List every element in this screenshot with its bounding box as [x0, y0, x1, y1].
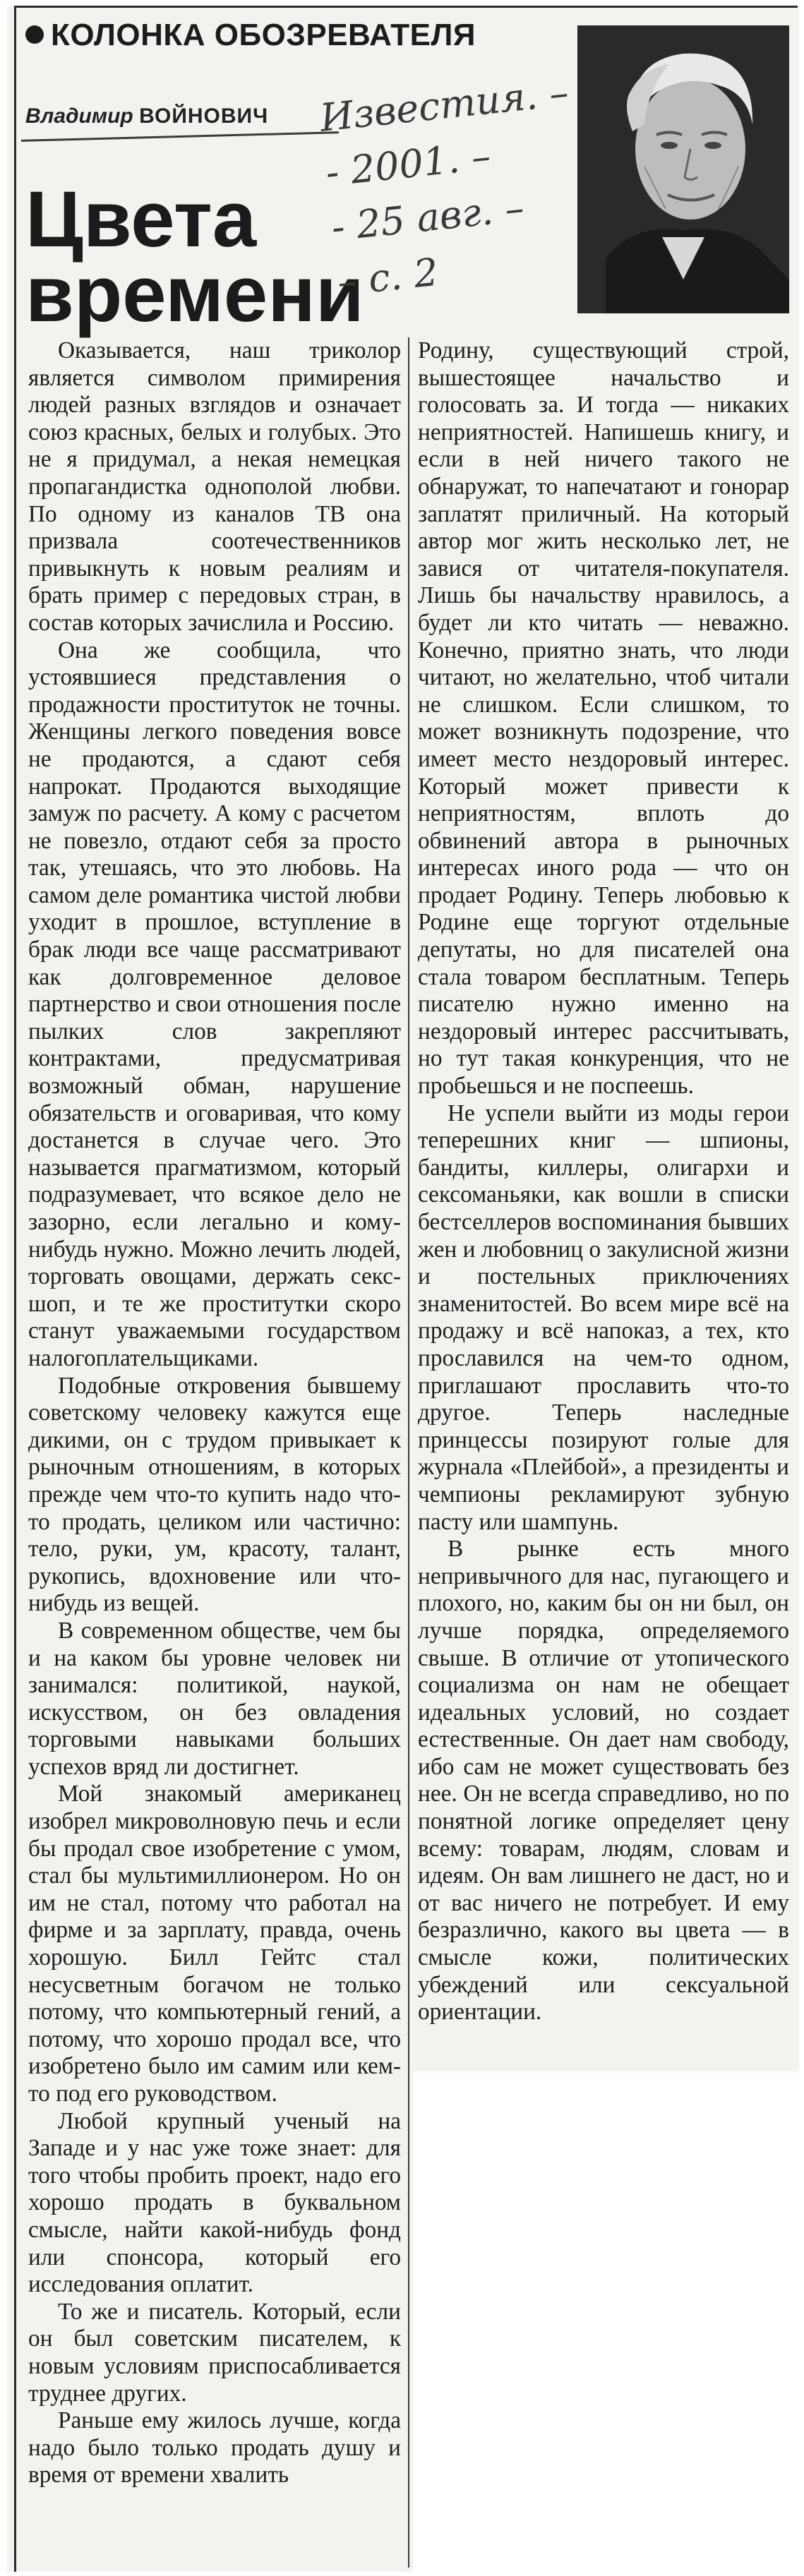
- headline-line-1: Цвета: [25, 175, 257, 263]
- rubric-label: КОЛОНКА ОБОЗРЕВАТЕЛЯ: [51, 18, 476, 52]
- author-first-name: Владимир: [25, 104, 133, 128]
- bullet-icon: [25, 25, 44, 44]
- left-rule: [14, 6, 16, 2572]
- paragraph: Любой крупный ученый на Западе и у нас уже тоже знает: для того чтобы пробить проект, надо его хорошо продать в буквальном смысле, найти какой-нибудь фонд или спонсора, который его исследования оплатит.: [28, 2107, 401, 2298]
- rubric: [25, 14, 476, 56]
- paragraph: Она же сообщила, что устоявшиеся представления о продажности проституток не точны. Женщины легкого поведения вовсе не продаются, а сдают себя напрокат. Продаются выходящие замуж по расчету. А кому с расчетом не повезло, отдают себя за просто так, утешаясь, что это любовь. На самом деле романтика чистой любви уходит в прошлое, вступление в брак люди все чаще рассматривают как долговременное деловое партнерство и свои отношения после пылких слов закрепляют контрактами, предусматривая возможный обман, нарушение обязательств и оговаривая, что кому достанется в случае чего. Это называется прагматизмом, который подразумевает, что всякое дело не зазорно, если легально и кому-нибудь нужно. Можно лечить людей, торговать овощами, держать секс-шоп, и те же проститутки скоро станут уважаемыми государством налогоплательщиками.: [28, 637, 402, 1371]
- paragraph: Не успели выйти из моды герои теперешних книг — шпионы, бандиты, киллеры, олигархи и сексоманьяки, как вошли в списки бестселлеров воспоминания бывших жен и любовниц о закулисной жизни и постельных приключениях знаменитостей. Во всем мире всё на продажу и всё напоказ, а тех, кто прославился на чем-то одном, приглашают прославить что-то другое. Теперь наследные принцессы позируют голые для журнала «Плейбой», а президенты и чемпионы рекламируют зубную пасту или шампунь.: [418, 1100, 789, 1535]
- handwritten-line-4: – с. 2: [335, 249, 440, 305]
- headline: [25, 175, 364, 338]
- article-column-1: [28, 337, 401, 2489]
- paragraph: В рынке есть много непривычного для нас, пугающего и плохого, но, каким бы он ни был, он лучше порядка, определяемого свыше. В отличие от утопического социализма он нам не обещает идеальных условий, но создает естественные. Он дает нам свободу, ибо сам не может существовать без нее. Он не всегда справедливо, но по понятной логике определяет цену всему: товарам, людям, словам и идеям. Он вам лишнего не даст, но и от вас ничего не потребует. И ему безразлично, какого вы цвета — в смысле кожи, политических убеждений или сексуальной ориентации.: [418, 1536, 789, 2026]
- paragraph: Оказывается, наш триколор является символом примирения людей разных взглядов и означает союз красных, белых и голубых. Это не я придумал, а некая немецкая пропагандистка однополой любви. По одному из каналов ТВ она призвала соотечественников привыкнуть к новым реалиям и брать пример с передовых стран, в состав которых зачислила и Россию.: [28, 337, 401, 636]
- author-byline: [25, 104, 268, 128]
- handwritten-note: [318, 66, 587, 311]
- portrait-image: [577, 25, 789, 313]
- headline-line-2: времени: [25, 250, 364, 338]
- handwritten-line-2: - 2001. –: [323, 133, 493, 195]
- paragraph: То же и писатель. Который, если он был советским писателем, к новым условиям приспосабливается труднее других.: [28, 2298, 401, 2407]
- cut-out-area: [413, 2071, 803, 2576]
- column-divider: [408, 337, 409, 2568]
- paragraph: Родину, существующий строй, вышестоящее начальство и голосовать за. И тогда — никаких неприятностей. Напишешь книгу, и если в ней ничего такого не обнаружат, то напечатают и гонорар заплатят приличный. На который автор мог жить несколько лет, не завися от читателя-покупателя. Лишь бы начальству нравилось, а будет ли кто читать — неважно. Конечно, приятно знать, что люди читают, но желательно, чтоб читали не слишком. Если слишком, то может возникнуть подозрение, что имеет место нездоровый интерес. Который может привести к неприятностям, вплоть до обвинений автора в рыночных интересах иного рода — что он продает Родину. Теперь любовью к Родине еще торгуют отдельные депутаты, но для писателей она стала товаром бесплатным. Теперь писателю нужно именно на нездоровый интерес рассчитывать, но тут такая конкуренция, что не пробьешься и не поспеешь.: [418, 337, 789, 1100]
- top-rule: [14, 6, 798, 8]
- author-photo: [577, 25, 789, 313]
- handwritten-line-3: - 25 авг. –: [329, 185, 527, 250]
- paragraph: Подобные откровения бывшему советскому человеку кажутся еще дикими, он с трудом привыкает к рыночным отношениям, в которых прежде чем что-то купить надо что-то продать, целиком или частично: тело, руки, ум, красоту, талант, рукопись, вдохновение или что-нибудь из вещей.: [28, 1372, 401, 1617]
- paragraph: Раньше ему жилось лучше, когда надо было только продать душу и время от времени хвалить: [28, 2407, 401, 2488]
- article-column-2: [418, 337, 789, 2026]
- handwritten-line-1: Известия. –: [318, 70, 571, 140]
- author-last-name: ВОЙНОВИЧ: [139, 104, 269, 128]
- paragraph: В современном обществе, чем бы и на каком бы уровне человек ни занимался: политикой, наукой, искусством, он без овладения торговыми навыками больших успехов вряд ли достигнет.: [28, 1617, 401, 1780]
- paragraph: Мой знакомый американец изобрел микроволновую печь и если бы продал свое изобретение с умом, стал бы мультимиллионером. Но он им не стал, потому что работал на фирме и за зарплату, правда, очень хорошую. Билл Гейтс стал несусветным богачом не только потому, что компьютерный гений, а потому, что хорошо продал все, что изобретено было им самим или кем-то под его руководством.: [28, 1781, 401, 2107]
